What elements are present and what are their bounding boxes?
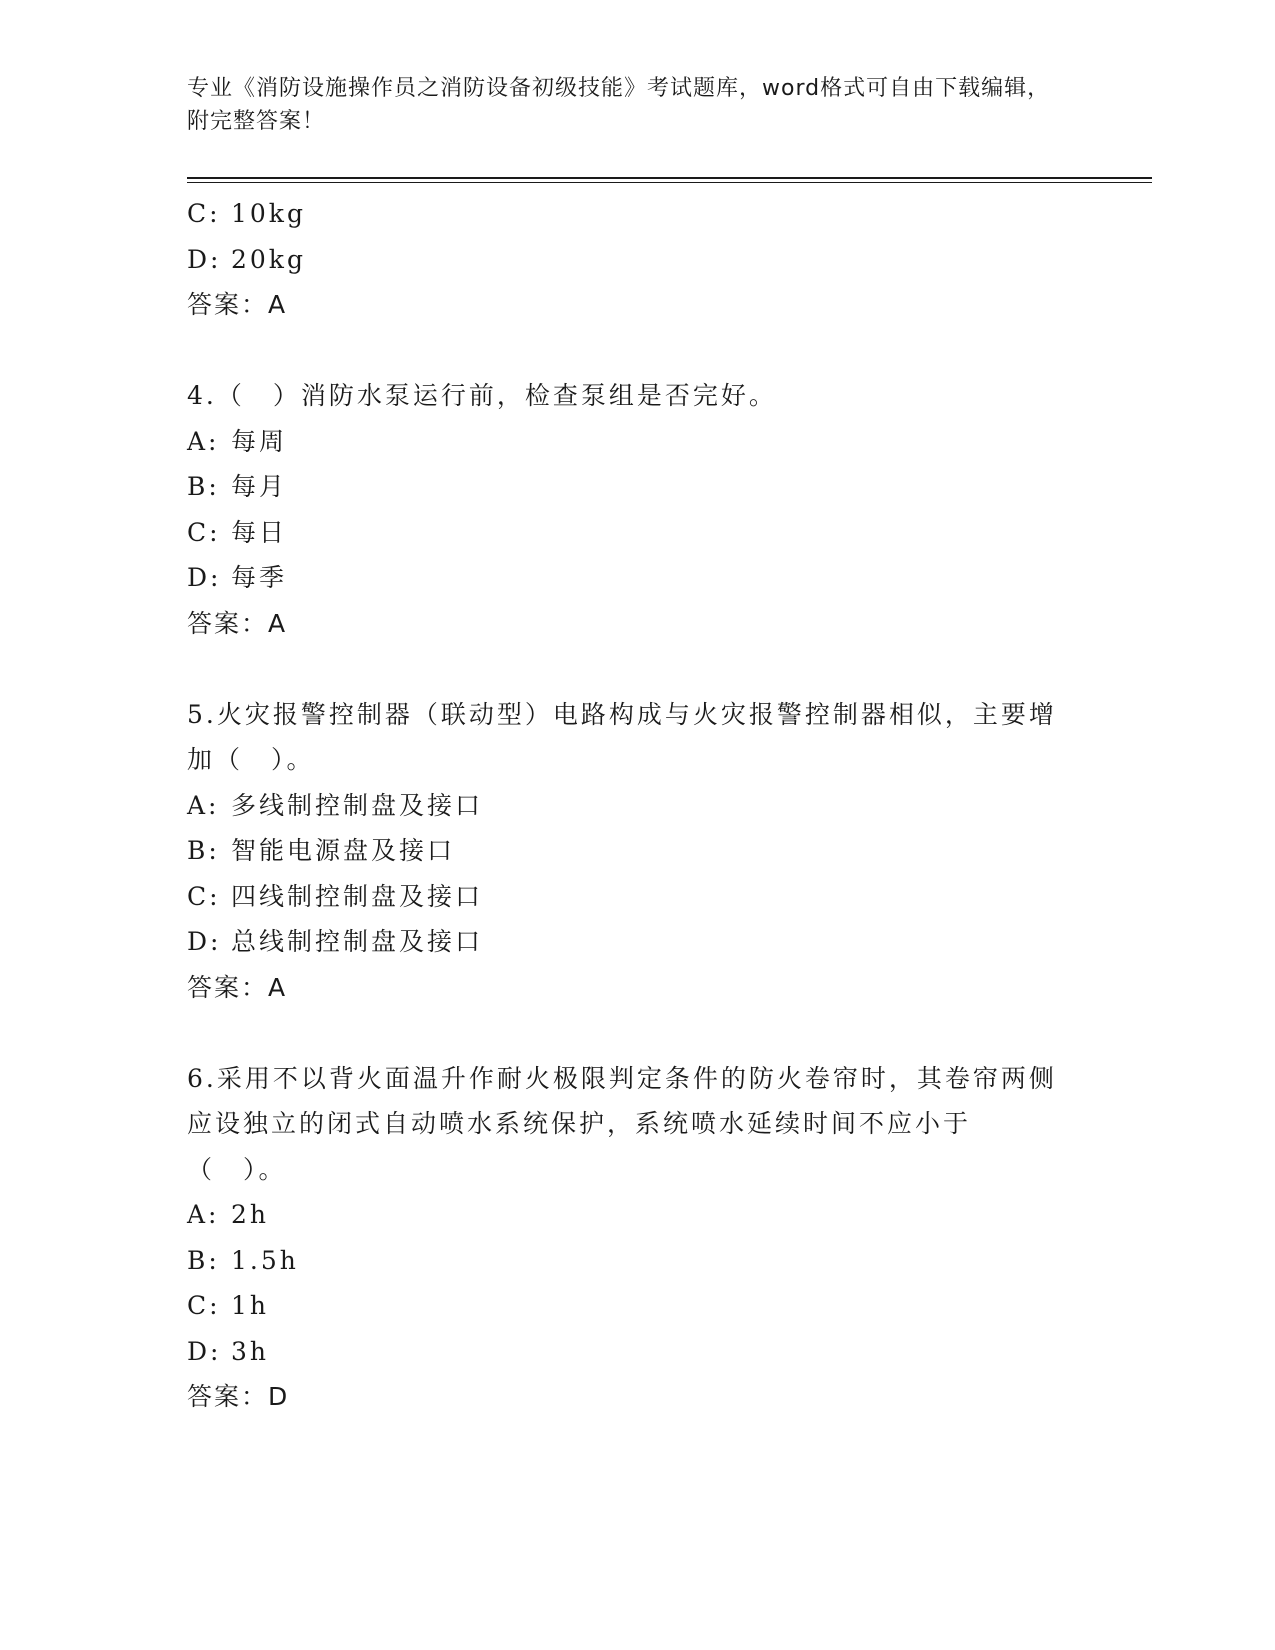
option-text: 每周 [231,426,288,456]
spacer [187,328,1067,374]
question-5 [187,692,1067,1011]
option-text: 1.5h [231,1245,299,1275]
option-label: D: [187,927,222,956]
option-label: C: [187,881,221,911]
option-b [187,464,1067,510]
question-4 [187,373,1067,646]
option-a [187,1192,1067,1238]
option-text: 10kg [231,199,306,228]
spacer [187,1010,1067,1056]
option-label: A: [187,790,220,820]
answer-line: 答案：A [187,608,288,638]
page-header: 专业《消防设施操作员之消防设备初级技能》考试题库，word格式可自由下载编辑，附完整答案！ [187,76,1051,134]
option-label: C: [187,199,221,228]
option-label: D: [187,244,222,274]
option-text: 多线制控制盘及接口 [231,790,484,820]
option-label: B: [187,836,220,865]
question-fragment [187,191,1067,328]
option-b [187,828,1067,874]
option-c [187,191,1067,237]
option-label: D: [187,563,222,592]
option-label: A: [187,426,220,456]
question-stem: 6.采用不以背火面温升作耐火极限判定条件的防火卷帘时，其卷帘两侧应设独立的闭式自动喷水系统保护，系统喷水延续时间不应小于（ ）。 [187,1063,1057,1184]
option-text: 1h [231,1291,270,1320]
option-text: 20kg [231,244,306,274]
spacer [187,646,1067,692]
option-label: B: [187,1245,220,1275]
question-stem: 4.（ ）消防水泵运行前，检查泵组是否完好。 [187,381,777,410]
header-rule-thin [187,182,1152,183]
question-stem: 5.火灾报警控制器（联动型）电路构成与火灾报警控制器相似，主要增加（ ）。 [187,699,1057,774]
header-rule-thick [187,177,1152,179]
option-text: 每季 [231,563,288,592]
option-a [187,419,1067,465]
option-c [187,1283,1067,1329]
option-d [187,237,1067,283]
answer-line: 答案：D [187,1382,290,1411]
option-label: C: [187,517,221,547]
answer-line: 答案：A [187,290,288,319]
option-a [187,783,1067,829]
option-text: 智能电源盘及接口 [231,836,456,865]
option-d [187,555,1067,601]
option-c [187,510,1067,556]
question-list [187,191,1067,1420]
option-text: 总线制控制盘及接口 [231,927,484,956]
option-text: 2h [231,1200,270,1229]
option-d [187,919,1067,965]
option-label: B: [187,472,220,501]
option-c [187,874,1067,920]
option-b [187,1238,1067,1284]
option-label: C: [187,1291,221,1320]
option-label: D: [187,1336,222,1366]
option-text: 四线制控制盘及接口 [231,881,484,911]
option-text: 每月 [231,472,288,501]
option-d [187,1329,1067,1375]
question-6 [187,1056,1067,1420]
option-text: 每日 [231,517,288,547]
answer-line: 答案：A [187,972,288,1002]
option-label: A: [187,1200,220,1229]
option-text: 3h [231,1336,270,1366]
